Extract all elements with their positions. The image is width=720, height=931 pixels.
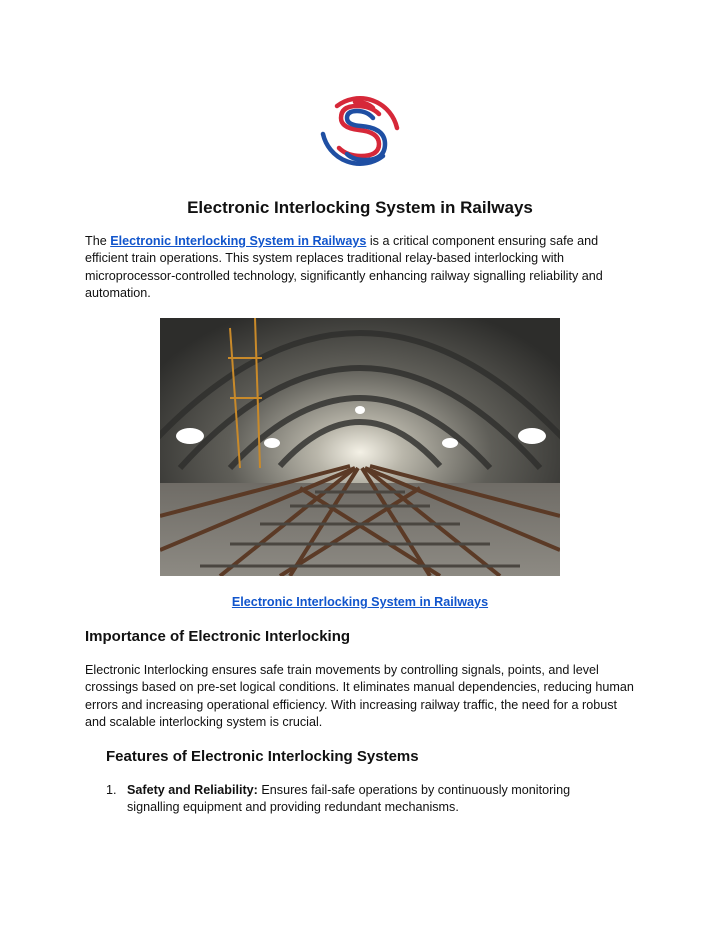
features-list bbox=[106, 782, 606, 817]
image-caption[interactable]: Electronic Interlocking System in Railways bbox=[231, 595, 489, 609]
list-item bbox=[106, 782, 606, 817]
section-heading-features: Features of Electronic Interlocking Systems bbox=[106, 748, 419, 765]
intro-prefix: The bbox=[85, 234, 111, 248]
intro-paragraph bbox=[85, 233, 640, 303]
intro-suffix: is a critical component ensuring safe and efficient train operations. This system replaces traditional relay-based interlocking with microprocessor-controlled technology, significantly enhancing railway signalling reliability and automation. bbox=[85, 234, 603, 301]
section-heading-importance: Importance of Electronic Interlocking bbox=[85, 628, 351, 645]
list-item-text: Ensures fail-safe operations by continuously monitoring signalling equipment and providing redundant mechanisms. bbox=[127, 783, 571, 815]
importance-paragraph: Electronic Interlocking ensures safe train movements by controlling signals, points, and level crossings based on pre-set logical conditions. It eliminates manual dependencies, reducing human errors and increasing operational efficiency. With increasing railway traffic, the need for a robust and scalable interlocking system is crucial. bbox=[85, 663, 634, 730]
list-item-number: 1. bbox=[106, 783, 117, 797]
intro-link[interactable]: Electronic Interlocking System in Railways bbox=[110, 234, 367, 248]
document-title: Electronic Interlocking System in Railways bbox=[187, 198, 533, 217]
list-item-label: Safety and Reliability: bbox=[127, 783, 258, 797]
s-monogram-logo-icon bbox=[315, 88, 405, 174]
railway-tunnel-photo bbox=[160, 318, 560, 576]
